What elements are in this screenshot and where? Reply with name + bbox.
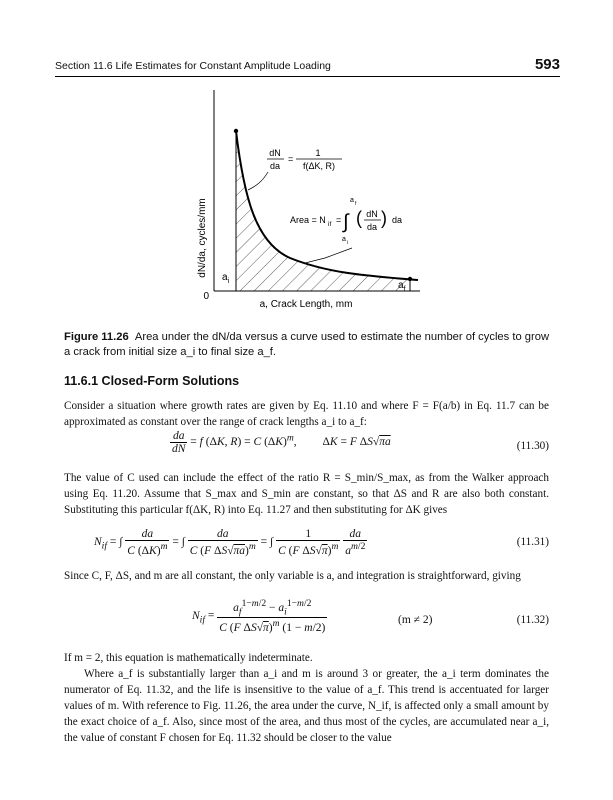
svg-text:1: 1 (315, 148, 321, 158)
equation-11-30: $\frac{da}{dN}$ = f (ΔK, R) = C $(\Delta K)^m$, ΔK = F ΔS√πa (11.30) (172, 430, 549, 455)
page-number: 593 (534, 56, 560, 73)
af-label: $a_f$ (398, 280, 406, 293)
paragraph-1: Consider a situation where growth rates are given by Eq. 11.10 and where F = F(a/b) in Eq. 11.7 can be approximated as constant over the range of crack lengths a_i to a_f: (64, 400, 549, 428)
svg-text:=: = (288, 154, 294, 164)
running-header (55, 58, 560, 78)
svg-text:): ) (381, 208, 387, 228)
svg-text:if: if (328, 221, 332, 228)
equation-11-32: $N_{if}$ = $\frac{a_f^{1-m/2} - a_i^{1-m/2}}{C (F \Delta S√\pi)^m (1 - m/2)}$ (m ≠ 2) (11.32) (192, 598, 549, 634)
equation-number-11-30: (11.30) (516, 440, 549, 452)
svg-text:da: da (366, 222, 378, 232)
paragraph-3: Since C, F, ΔS, and m are all constant, the only variable is a, and integration is straightforward, giving (64, 570, 521, 582)
svg-text:da: da (269, 161, 281, 171)
section-header-text: Section 11.6 Life Estimates for Constant Amplitude Loading (55, 60, 331, 72)
x-axis-label: a, Crack Length, mm (259, 299, 353, 310)
header-rule (55, 76, 560, 77)
annotation-leader-1 (248, 172, 268, 190)
svg-text:=: = (336, 215, 342, 225)
svg-text:i: i (347, 240, 349, 246)
paragraph-5: Where a_f is substantially larger than a_i and m is around 3 or greater, the a_i term dominates the numerator of Eq. 11.32, and the life is insensitive to the value of a_f. This trend is accentuated for larger values of m. With reference to Fig. 11.26, the area under the curve, N_if, is affected only a small amount by the exact choice of a_f. Also, since most of the area, and thus most of the cycles, are accumulated near a_i, the value of constant F chosen for Eq. 11.32 should be closer to the value (64, 668, 549, 744)
annotation-leader-2 (305, 248, 352, 263)
equation-condition: (m ≠ 2) (398, 614, 433, 626)
svg-text:Area = N: Area = N (290, 215, 326, 225)
svg-text:∫: ∫ (343, 211, 349, 233)
figure-caption (64, 330, 554, 360)
paragraph-4: If m = 2, this equation is mathematically indeterminate. (64, 652, 313, 664)
equation-11-31: $N_{if}$ = ∫ $\frac{da}{C (\Delta K)^m}$ = ∫ $\frac{da}{C (F \Delta S√\pi a)^m}$ = ∫ $\frac{1}{C (F \Delta S√\pi)^m}$ $\frac{da}{a^{m/2}}$ (11.31) (94, 528, 549, 557)
ai-label: $a_i$ (222, 272, 230, 285)
section-title: 11.6.1 Closed-Form Solutions (64, 374, 240, 388)
annotation-area-formula (290, 197, 402, 246)
svg-text:f(ΔK, R): f(ΔK, R) (302, 161, 336, 171)
svg-text:da: da (392, 215, 403, 225)
origin-label: 0 (203, 291, 209, 302)
svg-text:f: f (355, 201, 357, 207)
svg-text:dN: dN (366, 209, 378, 219)
svg-text:(: ( (356, 208, 362, 228)
figure-diagram (0, 78, 613, 318)
equation-number-11-32: (11.32) (516, 614, 549, 626)
af-point (408, 277, 412, 281)
svg-text:a: a (342, 236, 346, 243)
svg-text:dN: dN (269, 148, 281, 158)
equation-number-11-31: (11.31) (516, 536, 549, 548)
caption-text: Area under the dN/da versus a curve used to estimate the number of cycles to grow a crack from initial size a_i to final size a_f. (64, 331, 550, 358)
y-axis-label: dN/da, cycles/mm (197, 198, 208, 278)
svg-text:a: a (350, 197, 354, 204)
ai-point (234, 129, 238, 133)
paragraph-2: The value of C used can include the effect of the ratio R = S_min/S_max, as from the Walker approach using Eq. 11.20. Assume that S_max and S_min are constant, so that ΔS and R are also both constant. Substituting this particular f(ΔK, R) into Eq. 11.27 and then substituting for ΔK gives (64, 472, 549, 516)
figure-11-26 (0, 78, 613, 318)
caption-label: Figure 11.26 (64, 331, 129, 343)
annotation-curve-formula (267, 148, 342, 171)
